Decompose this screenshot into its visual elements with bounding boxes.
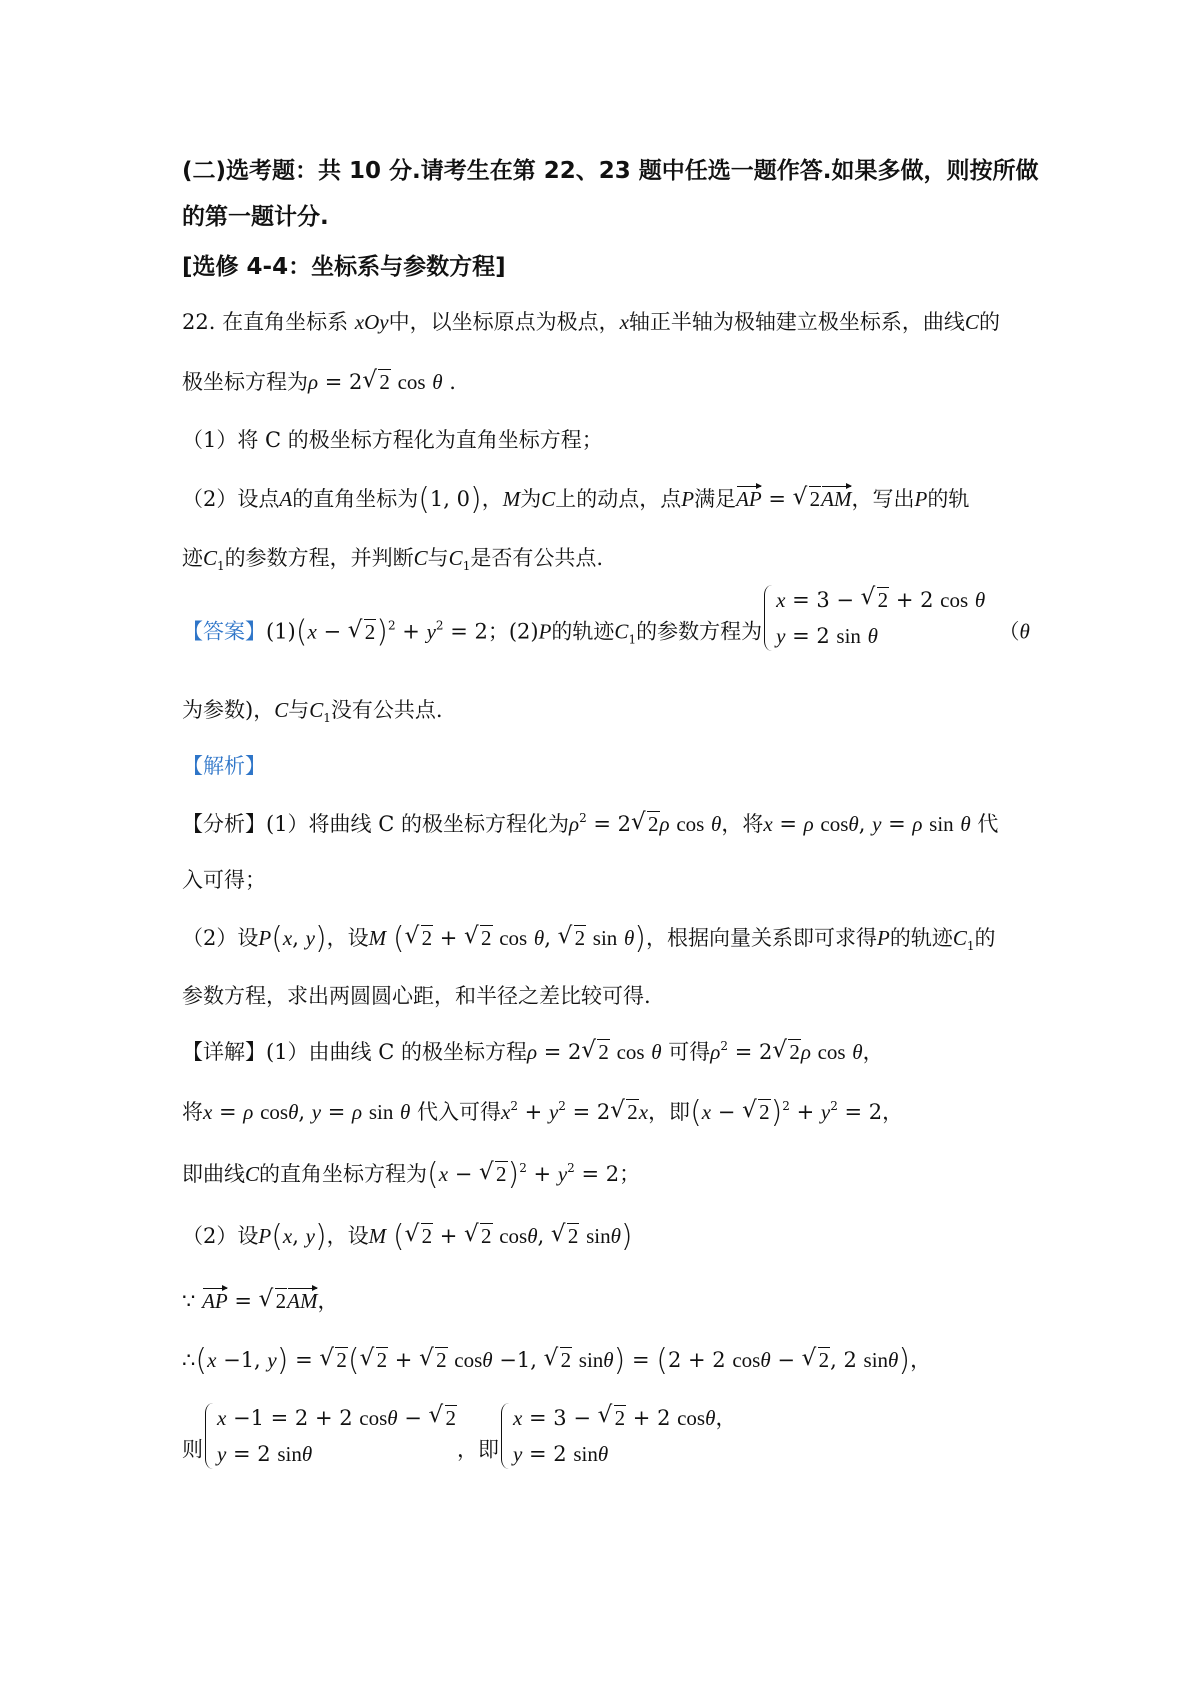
fenxi-line4: 参数方程，求出两圆圆心距，和半径之差比较可得. bbox=[182, 984, 651, 1008]
fenxi-line3: （2）设P(x, y)，设M (√ 2 + √ 2 cos θ, √ 2 sin θ)，根据向量关系即可求得P的轨迹$C_1$的 bbox=[182, 928, 996, 949]
fenxi-line2: 入可得； bbox=[182, 868, 266, 892]
question-part1: （1）将 C 的极坐标方程化为直角坐标方程； bbox=[182, 428, 603, 452]
answer-label: 【答案】 bbox=[182, 619, 266, 644]
question-stem-line2: 极坐标方程为ρ = 2√ 2 cos θ . bbox=[182, 372, 456, 393]
xiangjie-label: 【详解】 bbox=[182, 1040, 266, 1064]
question-number: 22. bbox=[182, 310, 216, 334]
xiangjie-line2: 将x = ρ cosθ, y = ρ sin θ 代入可得$x^2 + y^2 = 2√$ 2x，即(x − √ $2)^2 + y^2 = 2$， bbox=[182, 1102, 903, 1123]
fenxi-label: 【分析】 bbox=[182, 812, 266, 836]
xiangjie-line1: 【详解】(1）由曲线 C 的极坐标方程ρ = 2√ 2 cos θ 可得$\rho^2 = 2√$ 2ρ cos θ， bbox=[182, 1042, 884, 1063]
answer-param-system: x = 3 − √ 2 + 2 cos θ y = 2 sin θ bbox=[762, 582, 985, 654]
section-header-line1: (二)选考题：共 10 分.请考生在第 22、23 题中任选一题作答.如果多做，则按所做 bbox=[182, 158, 1039, 184]
fenxi-line1: 【分析】(1）将曲线 C 的极坐标方程化为$\rho^2 = 2√$ 2ρ cos θ，将x = ρ cosθ, y = ρ sin θ 代 bbox=[182, 814, 998, 835]
system-2: x = 3 − √ 2 + 2 cosθ， y = 2 sinθ bbox=[499, 1400, 736, 1472]
analysis-label: 【解析】 bbox=[182, 754, 266, 778]
xiangjie-line5: ∵ AP = √ 2AM， bbox=[182, 1288, 339, 1312]
system-1: x −1 = 2 + 2 cosθ − √ 2 y = 2 sinθ bbox=[203, 1400, 457, 1472]
question-part2-line1: （2）设点A的直角坐标为(1, 0)，M为C上的动点，点P满足AP = √ 2AM，写出P的轨 bbox=[182, 486, 969, 510]
question-part2-line2: 迹$C_1$的参数方程，并判断C与$C_1$是否有公共点. bbox=[182, 546, 604, 573]
xiangjie-line4: （2）设P(x, y)，设M (√ 2 + √ 2 cosθ, √ 2 sinθ) bbox=[182, 1226, 633, 1247]
topic-heading: [选修 4-4：坐标系与参数方程] bbox=[182, 254, 506, 280]
answer-line1: 【答案】(1)(x − √ $2)^2 + y^2 = 2$；(2)P的轨迹$C_1$的参数方程为 x = 3 − √ 2 + 2 cos θ y = 2 sin θ （θ bbox=[182, 612, 1030, 654]
xiangjie-line6: ∴(x −1, y) = √ 2(√ 2 + √ 2 cosθ −1, √ 2 sinθ) = (2 + 2 cosθ − √ 2, 2 sinθ)， bbox=[182, 1350, 931, 1371]
xiangjie-line7: 则 x −1 = 2 + 2 cosθ − √ 2 y = 2 sinθ ，即 x = 3 − √ 2 + 2 cosθ， y = 2 sinθ bbox=[182, 1430, 736, 1472]
answer-line2: 为参数)，C与$C_1$没有公共点. bbox=[182, 698, 443, 725]
question-stem-line1: 22. 在直角坐标系 xOy中，以坐标原点为极点，x轴正半轴为极轴建立极坐标系，曲线C的 bbox=[182, 310, 1000, 334]
xiangjie-line3: 即曲线C的直角坐标方程为(x − √ $2)^2 + y^2 = 2$； bbox=[182, 1164, 640, 1185]
section-header-line2: 的第一题计分. bbox=[182, 204, 329, 230]
